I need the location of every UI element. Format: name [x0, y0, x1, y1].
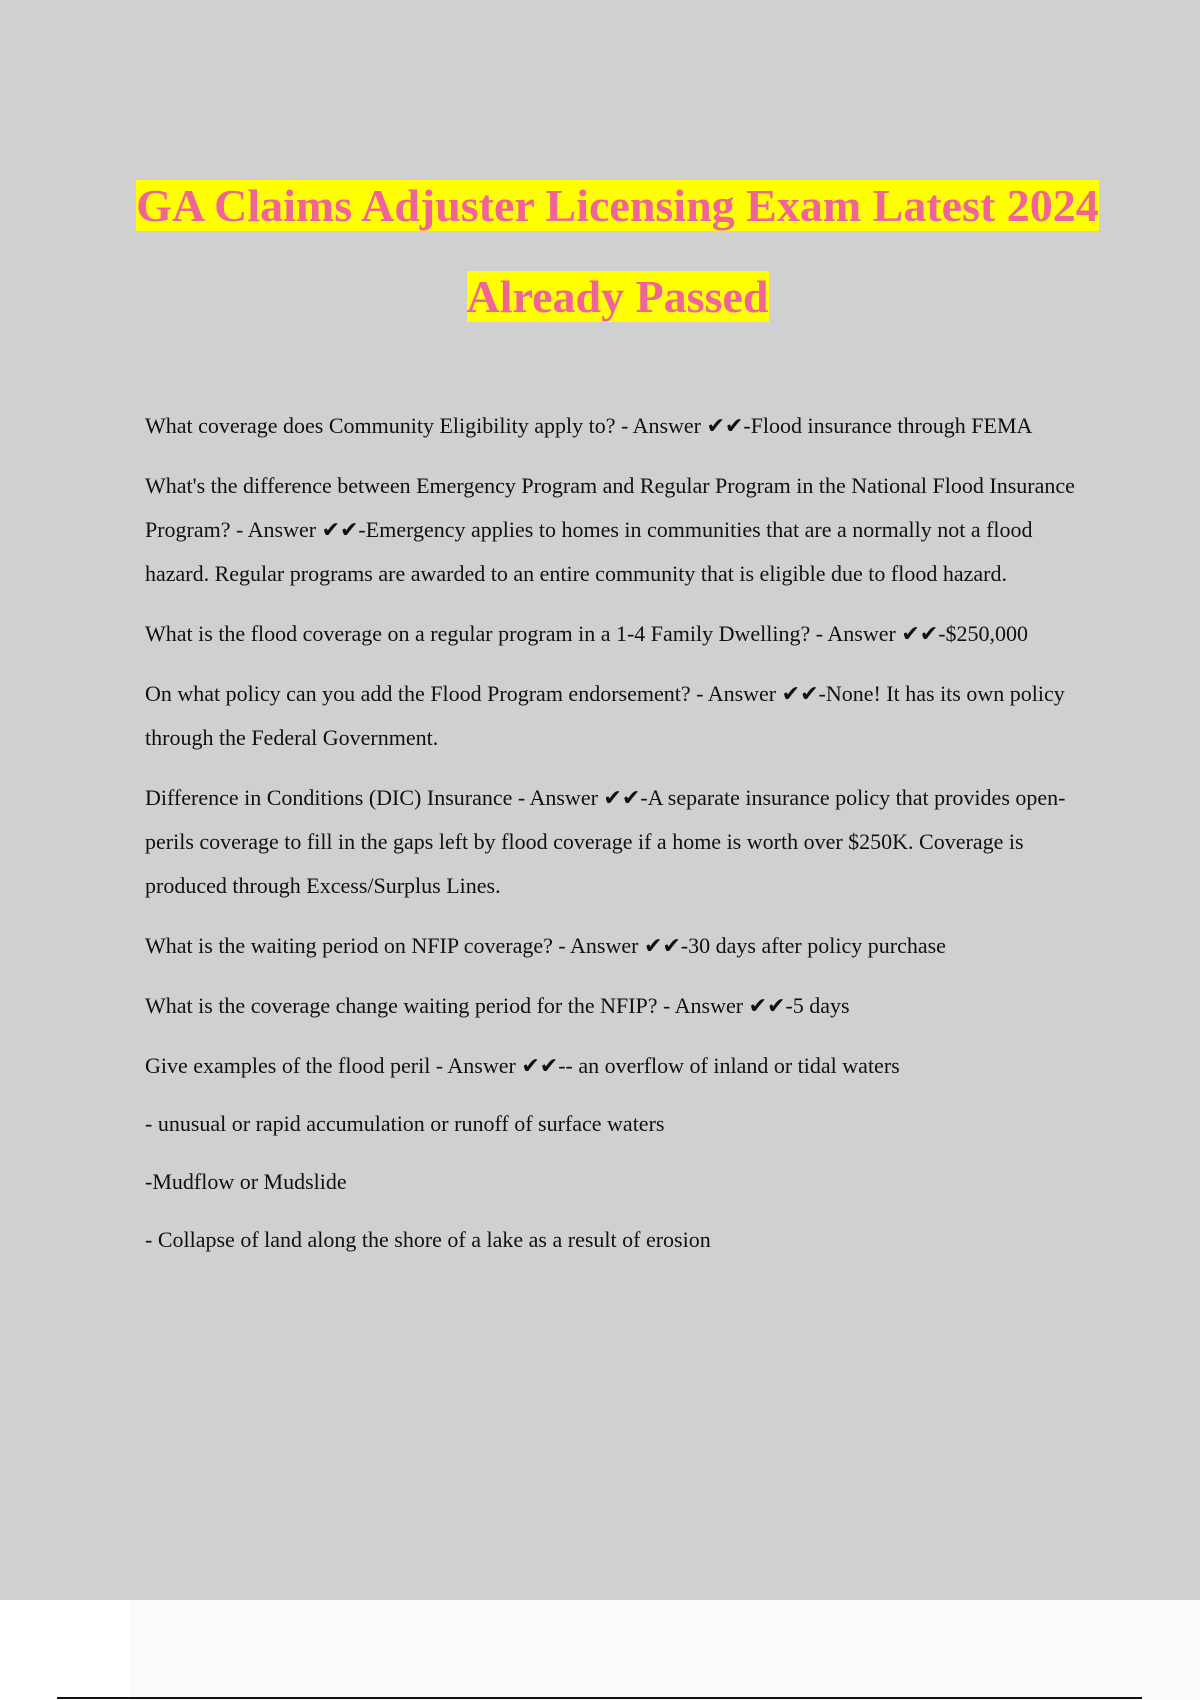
- list-item-land-collapse: - Collapse of land along the shore of a lake as a result of erosion: [145, 1227, 711, 1252]
- document-body: [145, 404, 1080, 1276]
- paragraph-flood-endorsement: On what policy can you add the Flood Program endorsement? - Answer ✔✔-None! It has its own policy through the Federal Government.: [145, 681, 1065, 750]
- document-title: [120, 160, 1115, 342]
- paragraph-community-eligibility: What coverage does Community Eligibility apply to? - Answer ✔✔-Flood insurance through FEMA: [145, 413, 1033, 438]
- paragraph-coverage-change-waiting-period: What is the coverage change waiting period for the NFIP? - Answer ✔✔-5 days: [145, 993, 850, 1018]
- document-title-text: GA Claims Adjuster Licensing Exam Latest 2024 Already Passed: [136, 180, 1099, 322]
- next-page-preview: [130, 1600, 1200, 1700]
- paragraph-flood-coverage-dwelling: What is the flood coverage on a regular program in a 1-4 Family Dwelling? - Answer ✔✔-$250,000: [145, 621, 1029, 646]
- list-item-mudflow: -Mudflow or Mudslide: [145, 1169, 347, 1194]
- paragraph-nfip-waiting-period: What is the waiting period on NFIP coverage? - Answer ✔✔-30 days after policy purchase: [145, 933, 946, 958]
- paragraph-flood-peril-examples: Give examples of the flood peril - Answer ✔✔-- an overflow of inland or tidal waters: [145, 1053, 900, 1078]
- list-item-surface-waters: - unusual or rapid accumulation or runoff of surface waters: [145, 1111, 665, 1136]
- paragraph-dic-insurance: Difference in Conditions (DIC) Insurance - Answer ✔✔-A separate insurance policy that provides open-perils coverage to fill in the gaps left by flood coverage if a home is worth over $250K. Coverage is produced through Excess/Surplus Lines.: [145, 785, 1066, 898]
- paragraph-emergency-vs-regular-program: What's the difference between Emergency Program and Regular Program in the National Flood Insurance Program? - Answer ✔✔-Emergency applies to homes in communities that are a normally not a flood hazard. Regular programs are awarded to an entire community that is eligible due to flood hazard.: [145, 473, 1075, 586]
- page-divider: [57, 1697, 1142, 1699]
